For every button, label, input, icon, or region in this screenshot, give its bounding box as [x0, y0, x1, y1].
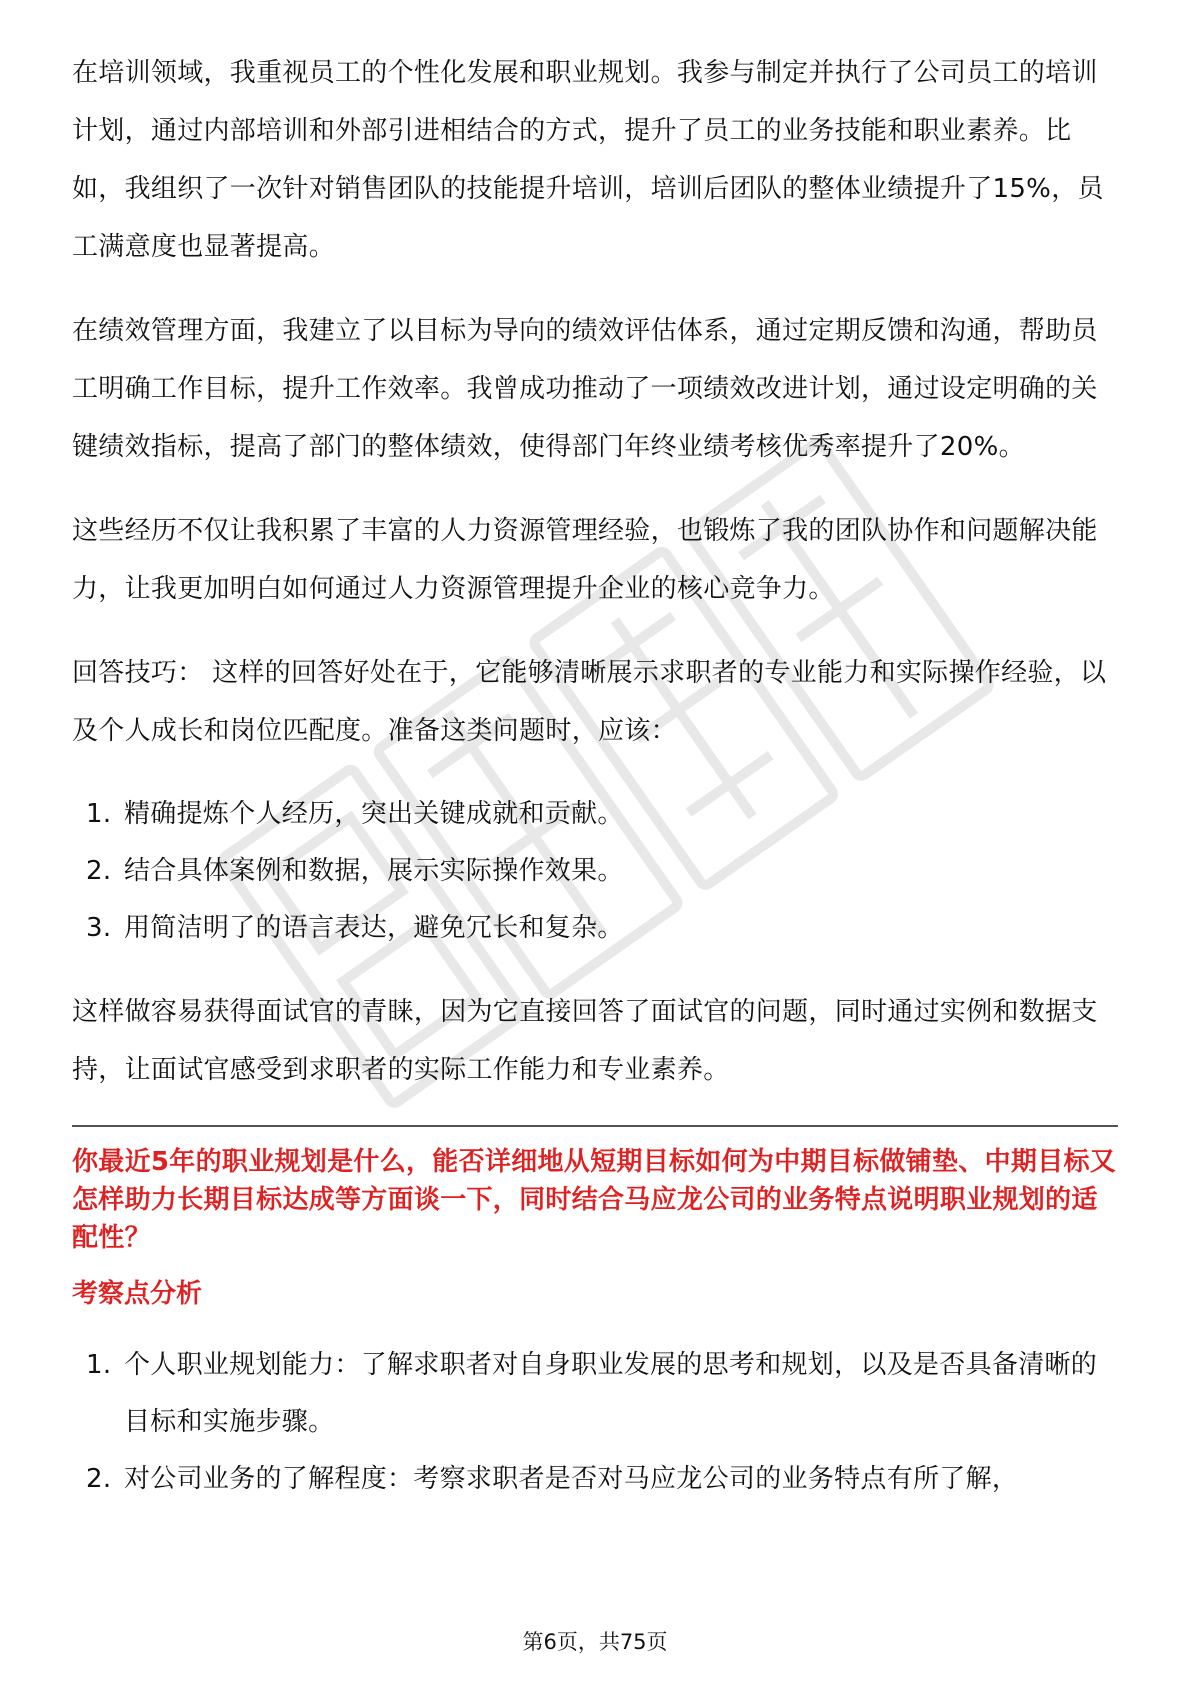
analysis-list [72, 1337, 1118, 1508]
list-number: 2. [86, 856, 112, 886]
tips-list [72, 786, 1118, 957]
list-item [72, 900, 1118, 957]
analysis-title: 考察点分析 [72, 1279, 203, 1309]
list-number: 2. [86, 1464, 112, 1494]
question-heading: 你最近5年的职业规划是什么，能否详细地从短期目标如何为中期目标做铺垫、中期目标又怎样助力长期目标达成等方面谈一下，同时结合马应龙公司的业务特点说明职业规划的适配性？ [72, 1147, 1117, 1253]
list-item [72, 1451, 1118, 1508]
list-text: 个人职业规划能力：了解求职者对自身职业发展的思考和规划，以及是否具备清晰的目标和实施步骤。 [124, 1350, 1098, 1437]
paragraph-training: 在培训领域，我重视员工的个性化发展和职业规划。我参与制定并执行了公司员工的培训计划，通过内部培训和外部引进相结合的方式，提升了员工的业务技能和职业素养。比如，我组织了一次针对销售团队的技能提升培训，培训后团队的整体业绩提升了15%，员工满意度也显著提高。 [72, 58, 1104, 262]
page-content [72, 44, 1118, 1534]
list-text: 用简洁明了的语言表达，避免冗长和复杂。 [124, 913, 624, 943]
list-number: 1. [86, 1350, 112, 1380]
list-text: 对公司业务的了解程度：考察求职者是否对马应龙公司的业务特点有所了解， [124, 1464, 1019, 1494]
paragraph-answer-tips: 回答技巧： 这样的回答好处在于，它能够清晰展示求职者的专业能力和实际操作经验，以及个人成长和岗位匹配度。准备这类问题时，应该： [72, 658, 1107, 746]
list-number: 3. [86, 913, 112, 943]
paragraph-performance: 在绩效管理方面，我建立了以目标为导向的绩效评估体系，通过定期反馈和沟通，帮助员工明确工作目标，提升工作效率。我曾成功推动了一项绩效改进计划，通过设定明确的关键绩效指标，提高了部门的整体绩效，使得部门年终业绩考核优秀率提升了20%。 [72, 316, 1098, 462]
list-item [72, 786, 1118, 843]
paragraph-summary: 这些经历不仅让我积累了丰富的人力资源管理经验，也锻炼了我的团队协作和问题解决能力，让我更加明白如何通过人力资源管理提升企业的核心竞争力。 [72, 516, 1098, 604]
list-text: 结合具体案例和数据，展示实际操作效果。 [124, 856, 624, 886]
paragraph-closing: 这样做容易获得面试官的青睐，因为它直接回答了面试官的问题，同时通过实例和数据支持，让面试官感受到求职者的实际工作能力和专业素养。 [72, 997, 1098, 1085]
section-divider [72, 1125, 1118, 1127]
list-item [72, 843, 1118, 900]
page-footer: 第6页，共75页 [522, 1630, 668, 1654]
list-item [72, 1337, 1118, 1451]
list-number: 1. [86, 799, 112, 829]
list-text: 精确提炼个人经历，突出关键成就和贡献。 [124, 799, 624, 829]
